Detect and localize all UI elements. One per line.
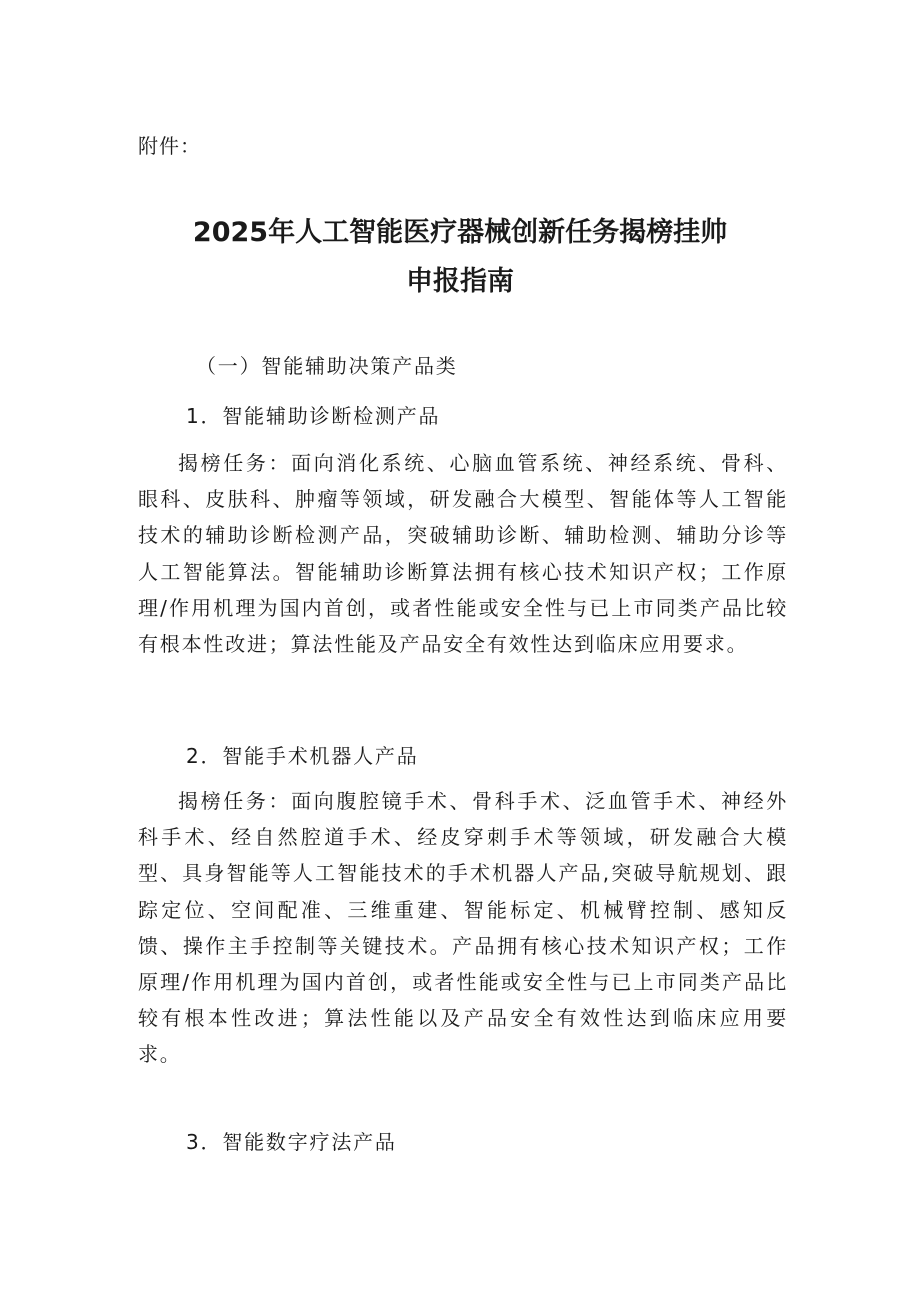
document-title-line2: 申报指南 xyxy=(406,266,514,297)
category-heading: （一）智能辅助决策产品类 xyxy=(196,354,458,378)
item-1-body: 揭榜任务：面向消化系统、心脑血管系统、神经系统、骨科、眼科、皮肤科、肿瘤等领域，研发融合大模型、智能体等人工智能技术的辅助诊断检测产品，突破辅助诊断、辅助检测、辅助分诊等人工智能算法。智能辅助诊断算法拥有核心技术知识产权；工作原理/作用机理为国内首创，或者性能或安全性与已上市同类产品比较有根本性改进；算法性能及产品安全有效性达到临床应用要求。 xyxy=(138,451,788,657)
item-2-heading: 2．智能手术机器人产品 xyxy=(186,744,419,768)
attachment-label: 附件： xyxy=(138,134,201,158)
item-3-heading: 3．智能数字疗法产品 xyxy=(186,1130,397,1154)
item-2-body: 揭榜任务：面向腹腔镜手术、骨科手术、泛血管手术、神经外科手术、经自然腔道手术、经皮穿刺手术等领域，研发融合大模型、具身智能等人工智能技术的手术机器人产品,突破导航规划、跟踪定位、空间配准、三维重建、智能标定、机械臂控制、感知反馈、操作主手控制等关键技术。产品拥有核心技术知识产权；工作原理/作用机理为国内首创，或者性能或安全性与已上市同类产品比较有根本性改进；算法性能以及产品安全有效性达到临床应用要求。 xyxy=(138,789,788,1067)
item-1-heading: 1．智能辅助诊断检测产品 xyxy=(186,404,441,428)
document-title-line1: 2025年人工智能医疗器械创新任务揭榜挂帅 xyxy=(192,217,728,248)
